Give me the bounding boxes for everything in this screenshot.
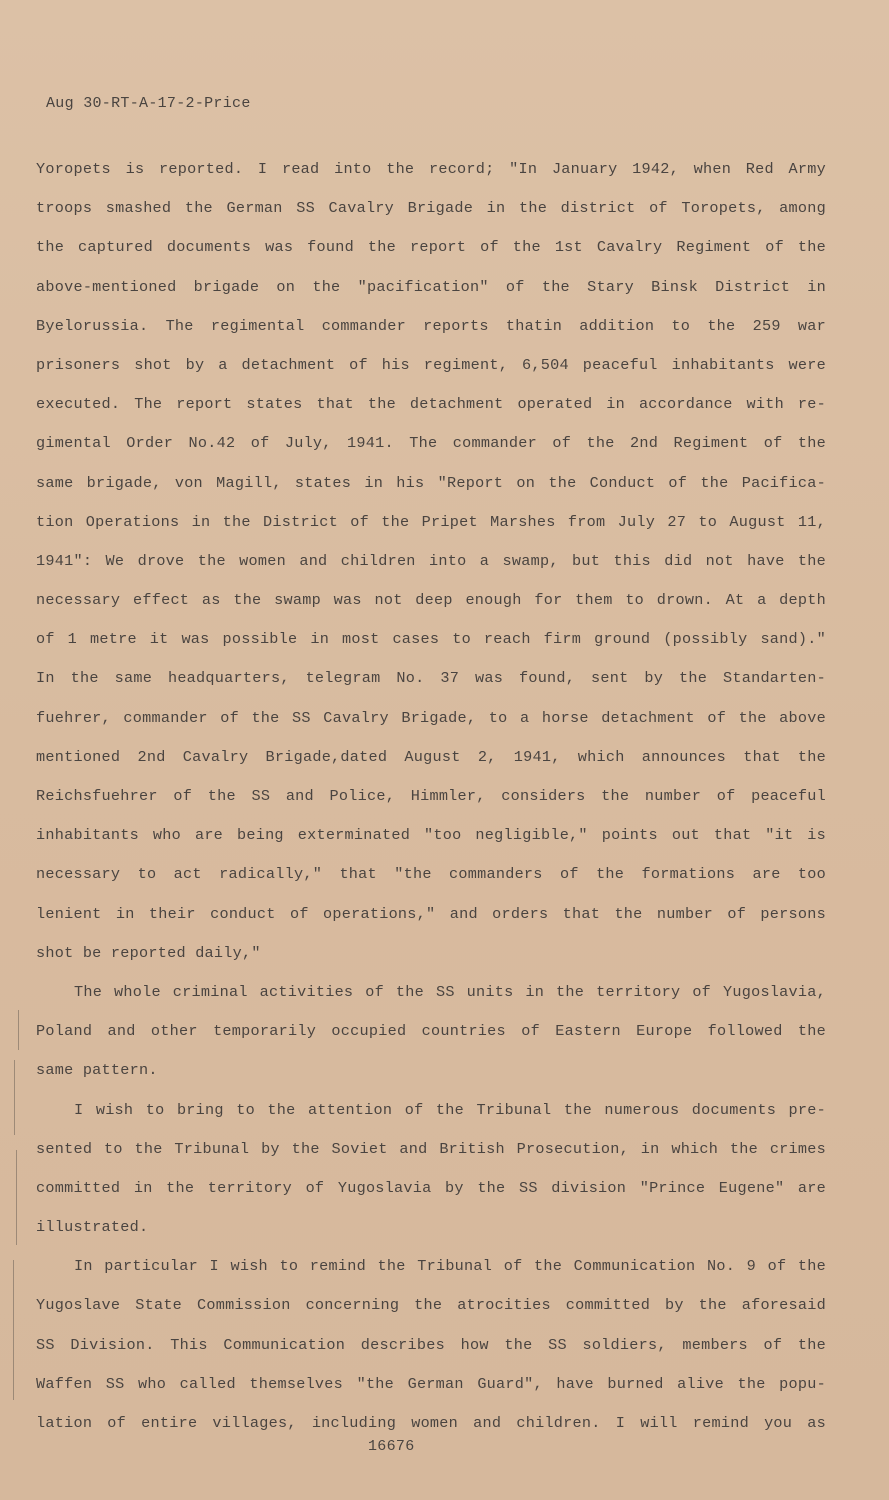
text-line: sented to the Tribunal by the Soviet and British Prosecution, in which the crimes	[36, 1139, 826, 1158]
text-line: the captured documents was found the report of the 1st Cavalry Regiment of the	[36, 238, 826, 257]
text-line: same brigade, von Magill, states in his "Report on the Conduct of the Pacifica-	[36, 473, 826, 492]
text-line: tion Operations in the District of the Pripet Marshes from July 27 to August 11,	[36, 512, 826, 531]
text-line: Yugoslave State Commission concerning the atrocities committed by the aforesaid	[36, 1296, 826, 1315]
margin-pencil-mark	[16, 1150, 17, 1245]
text-line: committed in the territory of Yugoslavia by the SS division "Prince Eugene" are	[36, 1178, 826, 1197]
text-line: illustrated.	[36, 1218, 149, 1237]
text-line: SS Division. This Communication describes how the SS soldiers, members of the	[36, 1335, 826, 1354]
text-line: shot be reported daily,"	[36, 943, 261, 962]
text-line: In particular I wish to remind the Tribunal of the Communication No. 9 of the	[74, 1257, 826, 1276]
margin-pencil-mark	[13, 1260, 14, 1400]
text-line: inhabitants who are being exterminated "too negligible," points out that "it is	[36, 826, 826, 845]
text-line: troops smashed the German SS Cavalry Brigade in the district of Toropets, among	[36, 199, 826, 218]
text-line: prisoners shot by a detachment of his regiment, 6,504 peaceful inhabitants were	[36, 355, 826, 374]
page-number: 16676	[368, 1438, 415, 1455]
text-line: above-mentioned brigade on the "pacification" of the Stary Binsk District in	[36, 277, 826, 296]
text-line: Byelorussia. The regimental commander reports thatin addition to the 259 war	[36, 316, 826, 335]
document-header-id: Aug 30-RT-A-17-2-Price	[46, 95, 251, 112]
margin-pencil-mark	[18, 1010, 19, 1050]
text-line: 1941": We drove the women and children into a swamp, but this did not have the	[36, 551, 826, 570]
text-line: Poland and other temporarily occupied countries of Eastern Europe followed the	[36, 1022, 826, 1041]
text-line: The whole criminal activities of the SS units in the territory of Yugoslavia,	[74, 982, 826, 1001]
text-line: Waffen SS who called themselves "the German Guard", have burned alive the popu-	[36, 1374, 826, 1393]
text-line: Yoropets is reported. I read into the record; "In January 1942, when Red Army	[36, 160, 826, 178]
text-line: gimental Order No.42 of July, 1941. The commander of the 2nd Regiment of the	[36, 434, 826, 453]
text-line: In the same headquarters, telegram No. 37 was found, sent by the Standarten-	[36, 669, 826, 688]
text-line: same pattern.	[36, 1061, 158, 1080]
text-line: of 1 metre it was possible in most cases to reach firm ground (possibly sand)."	[36, 630, 826, 649]
document-body	[36, 150, 826, 1443]
text-line: lation of entire villages, including women and children. I will remind you as	[36, 1414, 826, 1432]
text-line: I wish to bring to the attention of the Tribunal the numerous documents pre-	[74, 1100, 826, 1119]
text-line: fuehrer, commander of the SS Cavalry Brigade, to a horse detachment of the above	[36, 708, 826, 727]
text-line: necessary to act radically," that "the commanders of the formations are too	[36, 865, 826, 884]
text-line: executed. The report states that the detachment operated in accordance with re-	[36, 395, 826, 414]
text-line: lenient in their conduct of operations," and orders that the number of persons	[36, 904, 826, 923]
text-line: Reichsfuehrer of the SS and Police, Himmler, considers the number of peaceful	[36, 787, 826, 805]
text-line: necessary effect as the swamp was not deep enough for them to drown. At a depth	[36, 591, 826, 610]
margin-pencil-mark	[14, 1060, 15, 1135]
text-line: mentioned 2nd Cavalry Brigade,dated August 2, 1941, which announces that the	[36, 747, 826, 766]
